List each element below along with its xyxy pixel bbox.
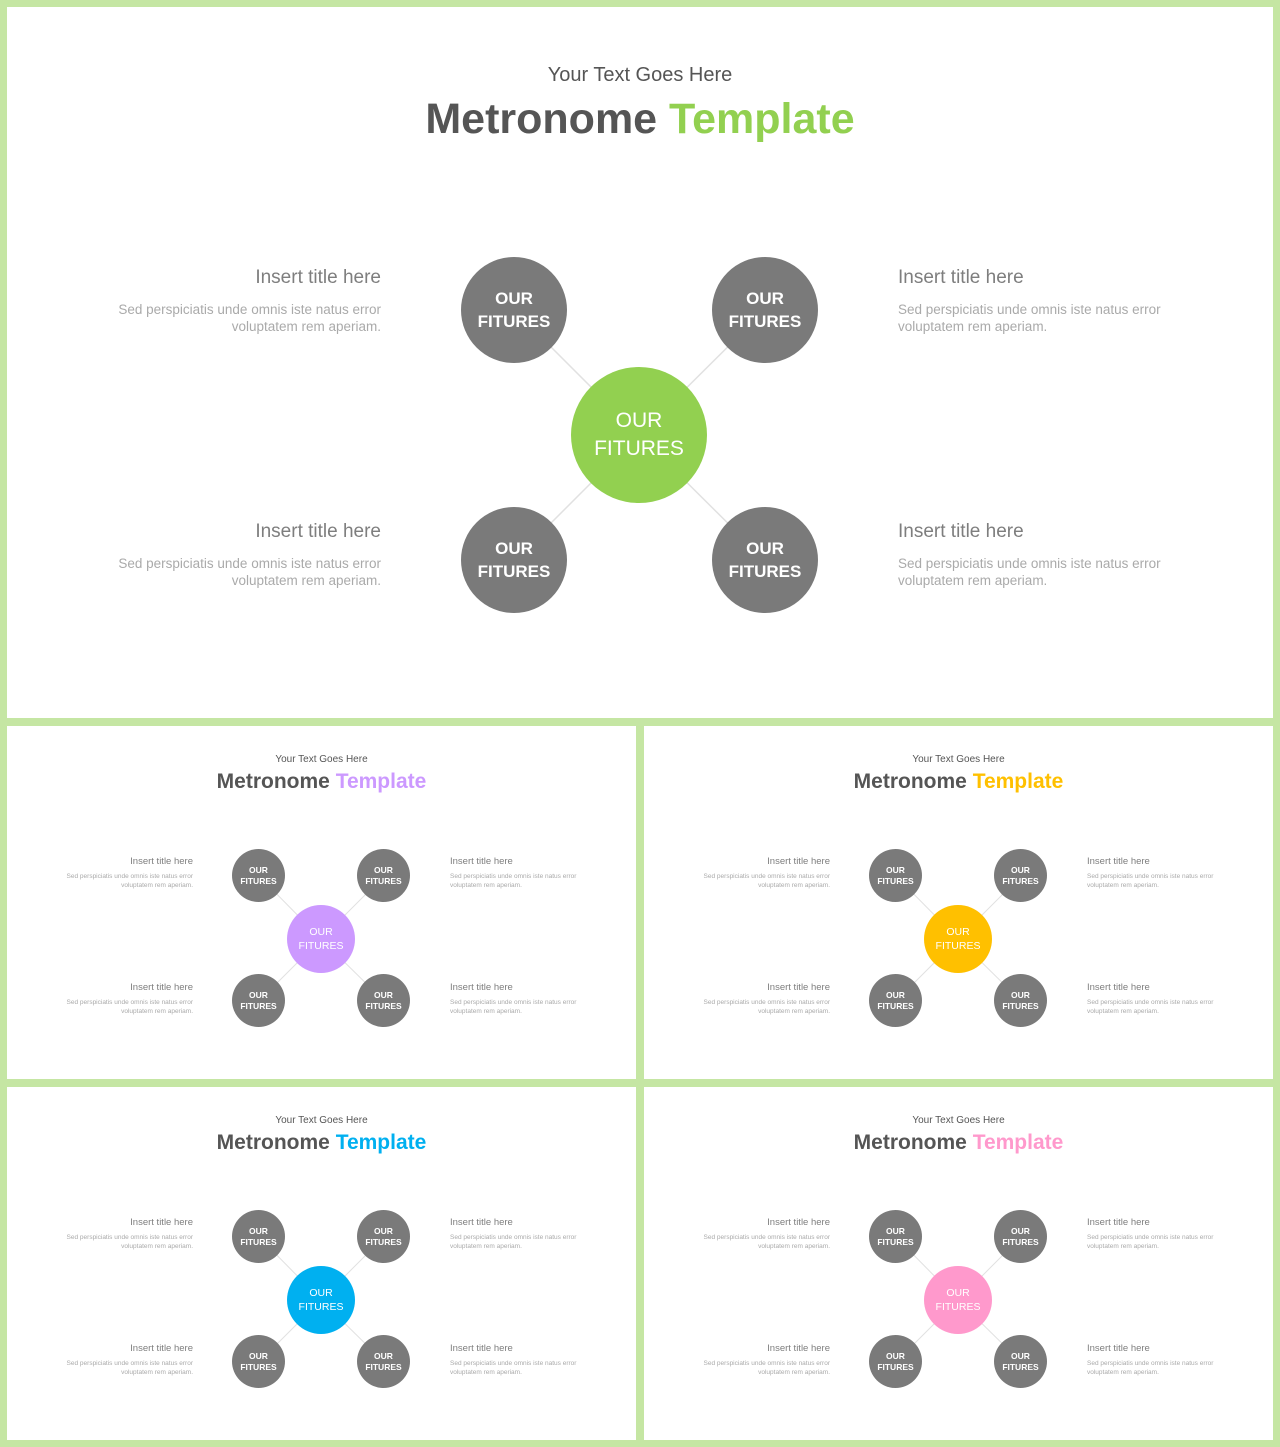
slide-title <box>644 1131 1273 1155</box>
sat-label-line: OUR <box>746 539 784 558</box>
satellite-circle-bottom-left <box>461 507 567 613</box>
satellite-circle-top-right: OUR FITURES <box>357 849 410 902</box>
feature-top-right: Insert title here Sed perspiciatis unde omnis iste natus error voluptatem rem aperiam. <box>1087 1217 1214 1250</box>
slide-pink[interactable] <box>644 1087 1273 1440</box>
feature-bottom-left: Insert title here Sed perspiciatis unde omnis iste natus error voluptatem rem aperiam. <box>66 982 193 1015</box>
feature-top-right <box>898 267 1161 335</box>
slide-title <box>7 95 1273 144</box>
satellite-circle-bottom-right: OUR FITURES <box>357 974 410 1027</box>
sat-label-line: OUR <box>746 289 784 308</box>
sat-label-line: FITURES <box>477 562 551 581</box>
feature-bottom-right: Insert title here Sed perspiciatis unde omnis iste natus error voluptatem rem aperiam. <box>1087 1343 1214 1376</box>
feature-top-left: Insert title here Sed perspiciatis unde omnis iste natus error voluptatem rem aperiam. <box>66 856 193 889</box>
sat-label-line: FITURES <box>477 312 551 331</box>
satellite-circle-top-right: OUR FITURES <box>357 1210 410 1263</box>
slide-title <box>7 770 636 794</box>
sat-label-line: FITURES <box>728 312 802 331</box>
subtitle: Your Text Goes Here <box>547 64 733 86</box>
feature-bottom-right: Insert title here Sed perspiciatis unde omnis iste natus error voluptatem rem aperiam. <box>450 982 577 1015</box>
feature-top-left <box>118 267 381 335</box>
slide-yellow[interactable] <box>644 726 1273 1079</box>
feature-title: Insert title here <box>255 521 381 542</box>
slide-title <box>7 1131 636 1155</box>
satellite-circle-top-right: OUR FITURES <box>994 849 1047 902</box>
satellite-circle-bottom-left: OUR FITURES <box>232 974 285 1027</box>
feature-bottom-left: Insert title here Sed perspiciatis unde omnis iste natus error voluptatem rem aperiam. <box>703 982 830 1015</box>
feature-bottom-right <box>898 521 1161 589</box>
satellite-circle-bottom-right: OUR FITURES <box>994 974 1047 1027</box>
satellite-circle-bottom-right: OUR FITURES <box>994 1335 1047 1388</box>
feature-desc: Sed perspiciatis unde omnis iste natus error voluptatem rem aperiam. <box>898 302 1161 334</box>
feature-desc: Sed perspiciatis unde omnis iste natus error voluptatem rem aperiam. <box>118 556 381 588</box>
center-label-line: FITURES <box>594 437 684 460</box>
feature-bottom-right: Insert title here Sed perspiciatis unde omnis iste natus error voluptatem rem aperiam. <box>450 1343 577 1376</box>
center-circle: OUR FITURES <box>924 1266 992 1334</box>
slide-title <box>644 770 1273 794</box>
title-accent: Template <box>972 1131 1064 1154</box>
feature-top-right: Insert title here Sed perspiciatis unde omnis iste natus error voluptatem rem aperiam. <box>1087 856 1214 889</box>
feature-title: Insert title here <box>898 521 1024 542</box>
feature-top-left: Insert title here Sed perspiciatis unde omnis iste natus error voluptatem rem aperiam. <box>703 856 830 889</box>
satellite-circle-bottom-left: OUR FITURES <box>869 1335 922 1388</box>
title-accent: Template <box>335 770 427 793</box>
feature-bottom-left: Insert title here Sed perspiciatis unde omnis iste natus error voluptatem rem aperiam. <box>66 1343 193 1376</box>
feature-title: Insert title here <box>255 267 381 288</box>
subtitle: Your Text Goes Here <box>275 754 368 765</box>
subtitle: Your Text Goes Here <box>912 1115 1005 1126</box>
center-circle: OUR FITURES <box>287 905 355 973</box>
title-dark: Metronome <box>425 95 658 143</box>
title-dark: Metronome <box>216 1131 330 1154</box>
title-accent: Template <box>335 1131 427 1154</box>
subtitle: Your Text Goes Here <box>912 754 1005 765</box>
slide-main[interactable] <box>7 7 1273 718</box>
center-circle: OUR FITURES <box>287 1266 355 1334</box>
feature-top-right: Insert title here Sed perspiciatis unde omnis iste natus error voluptatem rem aperiam. <box>450 1217 577 1250</box>
satellite-circle-top-left <box>461 257 567 363</box>
feature-bottom-left: Insert title here Sed perspiciatis unde omnis iste natus error voluptatem rem aperiam. <box>703 1343 830 1376</box>
feature-bottom-right: Insert title here Sed perspiciatis unde omnis iste natus error voluptatem rem aperiam. <box>1087 982 1214 1015</box>
feature-top-right: Insert title here Sed perspiciatis unde omnis iste natus error voluptatem rem aperiam. <box>450 856 577 889</box>
sat-label-line: OUR <box>495 539 533 558</box>
feature-bottom-left <box>118 521 381 589</box>
satellite-circle-top-left: OUR FITURES <box>869 1210 922 1263</box>
sat-label-line: FITURES <box>728 562 802 581</box>
title-dark: Metronome <box>853 1131 967 1154</box>
feature-desc: Sed perspiciatis unde omnis iste natus error voluptatem rem aperiam. <box>898 556 1161 588</box>
feature-top-left: Insert title here Sed perspiciatis unde omnis iste natus error voluptatem rem aperiam. <box>66 1217 193 1250</box>
title-accent: Template <box>669 95 855 143</box>
title-dark: Metronome <box>853 770 967 793</box>
satellite-circle-top-right <box>712 257 818 363</box>
satellite-circle-bottom-right <box>712 507 818 613</box>
satellite-circle-top-left: OUR FITURES <box>232 849 285 902</box>
center-label-line: OUR <box>615 409 663 432</box>
satellite-circle-bottom-left: OUR FITURES <box>232 1335 285 1388</box>
slide-purple[interactable] <box>7 726 636 1079</box>
slide-blue[interactable] <box>7 1087 636 1440</box>
satellite-circle-top-left: OUR FITURES <box>232 1210 285 1263</box>
satellite-circle-bottom-right: OUR FITURES <box>357 1335 410 1388</box>
center-circle: OUR FITURES <box>924 905 992 973</box>
title-dark: Metronome <box>216 770 330 793</box>
title-accent: Template <box>972 770 1064 793</box>
feature-top-left: Insert title here Sed perspiciatis unde omnis iste natus error voluptatem rem aperiam. <box>703 1217 830 1250</box>
satellite-circle-bottom-left: OUR FITURES <box>869 974 922 1027</box>
subtitle: Your Text Goes Here <box>275 1115 368 1126</box>
feature-title: Insert title here <box>898 267 1024 288</box>
feature-desc: Sed perspiciatis unde omnis iste natus error voluptatem rem aperiam. <box>118 302 381 334</box>
sat-label-line: OUR <box>495 289 533 308</box>
satellite-circle-top-left: OUR FITURES <box>869 849 922 902</box>
satellite-circle-top-right: OUR FITURES <box>994 1210 1047 1263</box>
center-circle <box>571 367 707 503</box>
